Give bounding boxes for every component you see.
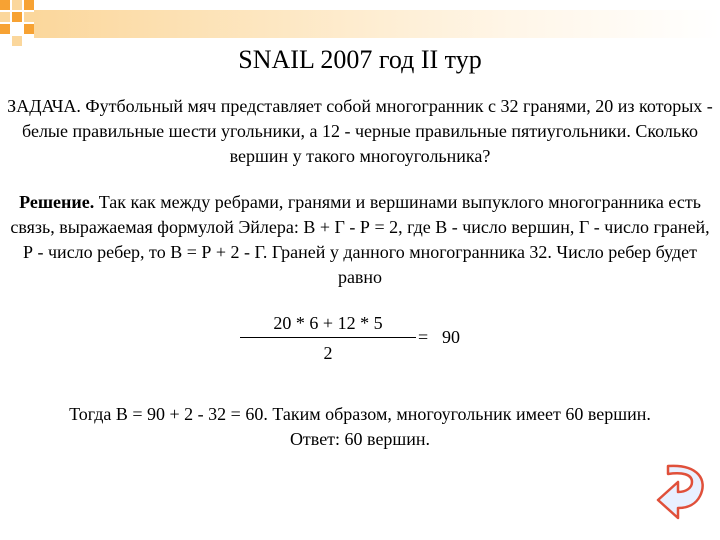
conclusion-paragraph xyxy=(6,402,714,452)
deco-square xyxy=(0,24,10,34)
answer-line: Ответ: 60 вершин. xyxy=(289,429,431,449)
problem-text: ЗАДАЧА. Футбольный мяч представляет собой многогранник с 32 гранями, 20 из которых - белые правильные шести угольники, а 12 - черные правильные пятиугольники. Сколько вершин у такого многоугольника? xyxy=(7,96,713,166)
solution-label: Решение. xyxy=(19,192,95,212)
header-gradient-bar xyxy=(34,10,720,38)
deco-square xyxy=(0,0,10,10)
solution-text: Так как между ребрами, гранями и вершинами выпуклого многогранника есть связь, выражаемая формулой Эйлера: В + Г - Р = 2, где В - число вершин, Г - число граней, Р - число ребер, то В = Р + 2 - Г. Граней у данного многогранника 32. Число ребер будет равно xyxy=(10,192,710,287)
formula-equals: = xyxy=(418,327,429,347)
solution-paragraph xyxy=(6,190,714,290)
curved-return-arrow-icon[interactable] xyxy=(654,458,710,524)
deco-square xyxy=(12,12,22,22)
formula-numerator: 20 * 6 + 12 * 5 xyxy=(273,313,383,333)
deco-square xyxy=(24,0,34,10)
formula-denominator: 2 xyxy=(323,343,333,363)
deco-square xyxy=(12,0,22,10)
deco-square xyxy=(24,24,34,34)
formula-result: 90 xyxy=(442,327,460,347)
fraction-line xyxy=(240,337,416,338)
deco-square xyxy=(24,12,34,22)
conclusion-line: Тогда В = 90 + 2 - 32 = 60. Таким образом, многоугольник имеет 60 вершин. xyxy=(69,404,651,424)
slide-title: SNAIL 2007 год II тур xyxy=(238,45,482,74)
deco-square xyxy=(0,12,10,22)
